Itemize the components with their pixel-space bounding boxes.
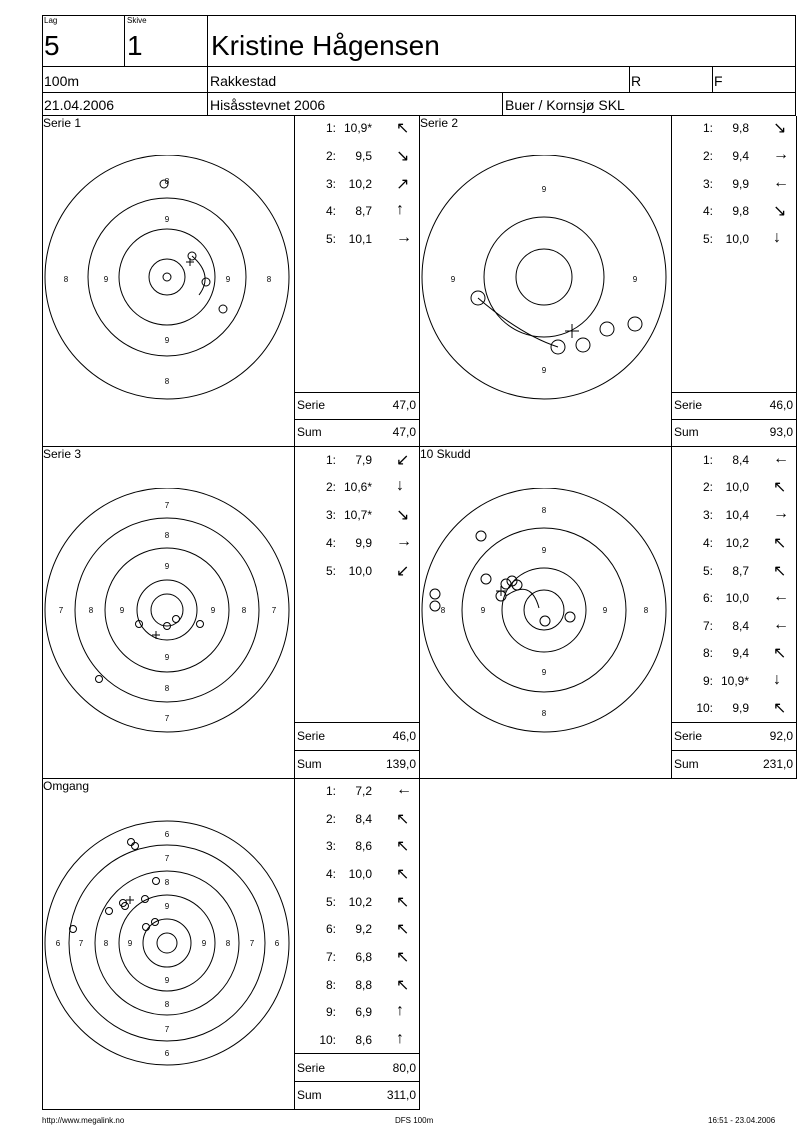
ring-label: 7 [164,714,170,723]
shooter-name: Kristine Hågensen [211,30,440,61]
shot-hole [628,317,642,331]
ring-label: 9 [164,336,170,345]
ring-label: 9 [164,902,170,911]
ring-label: 9 [164,653,170,662]
sum-label: Sum [297,757,322,771]
ring-label: 9 [602,606,608,615]
shot-hole [128,839,135,846]
panel-title-serie-3: Serie 3 [43,447,82,461]
panel-title-10-skudd: 10 Skudd [420,447,471,461]
shot-row: 4: 10,0 ↖ [325,866,410,883]
panel-title-omgang: Omgang [43,779,90,793]
shot-hole [173,616,180,623]
sum-label: Sum [674,757,699,771]
mean-cross [186,258,194,266]
ring-label: 9 [164,215,170,224]
ring-label: 8 [164,878,170,887]
arrow-icon: ↙ [396,563,410,580]
shot-row: 7: 8,4 ← [702,616,789,633]
shot-row: 5: 10,2 ↖ [325,894,410,911]
shot-row: 7: 6,8 ↖ [325,949,410,966]
shot-hole [540,616,550,626]
arrow-icon: ↖ [396,894,410,911]
shot-row: 4: 9,9 → [325,533,412,550]
shot-row: 5: 10,0 ↓ [702,229,781,246]
ring-label: 8 [164,177,170,186]
footer-program: DFS 100m [395,1116,434,1125]
ring-label: 7 [78,939,84,948]
r-label: R [631,73,642,89]
arrow-icon: → [773,505,789,522]
shot-row: 3: 10,2 ↗ [325,176,410,193]
shot-hole [70,926,77,933]
shot-hole [481,574,491,584]
shot-row: 9: 6,9 ↑ [325,1002,404,1019]
ring-label: 9 [201,939,207,948]
arrow-icon: ↘ [773,203,787,220]
serie-label: Serie [674,398,703,412]
ring-label: 9 [210,606,216,615]
lag-label: Lag [44,16,58,25]
sum-label: Sum [674,425,699,439]
shot-row: 4: 10,2 ↖ [702,535,787,552]
panel-title-serie-1: Serie 1 [43,116,82,130]
arrow-icon: ↘ [396,507,410,524]
ring-label: 7 [164,854,170,863]
serie-label: Serie [674,729,703,743]
shot-row: 2: 10,6* ↓ [325,477,404,494]
sum-total: 139,0 [385,757,416,771]
arrow-icon: ↖ [773,479,787,496]
mean-cross [565,324,579,338]
sum-label: Sum [297,1088,322,1102]
target-serie-3 [44,488,292,738]
ring-label: 6 [164,830,170,839]
ring-label: 9 [632,275,638,284]
shot-row: 3: 10,4 → [702,505,789,522]
sum-total: 93,0 [769,425,793,439]
ring-label: 9 [164,562,170,571]
shot-row: 1: 8,4 ← [702,450,789,467]
arrow-icon: ↗ [396,176,410,193]
ring-label: 8 [440,606,446,615]
shot-row: 8: 8,8 ↖ [325,977,410,994]
ring-label: 9 [541,366,547,375]
shot-hole [197,621,204,628]
shot-hole [476,531,486,541]
arrow-icon: ↖ [396,120,410,137]
arrow-icon: ← [773,174,789,191]
f-label: F [714,73,723,89]
serie-total: 80,0 [392,1061,416,1075]
serie-total: 92,0 [769,729,793,743]
ring-label: 8 [541,506,547,515]
shot-row: 3: 8,6 ↖ [325,838,410,855]
lag-value: 5 [44,30,60,61]
arrow-icon: → [773,146,789,163]
ring-label: 8 [164,1000,170,1009]
shot-row: 5: 8,7 ↖ [702,563,787,580]
shot-row: 2: 9,5 ↘ [325,148,410,165]
shot-row: 6: 10,0 ← [702,588,789,605]
shot-row: 5: 10,0 ↙ [325,563,410,580]
footer-url: http://www.megalink.no [42,1116,125,1125]
sum-label: Sum [297,425,322,439]
arrow-icon: ↖ [773,563,787,580]
shot-hole [132,843,139,850]
shot-row: 4: 8,7 ↑ [325,201,404,218]
shot-row: 4: 9,8 ↘ [702,203,787,220]
ring-label: 6 [274,939,280,948]
ring-label: 8 [164,377,170,386]
shot-hole [501,579,511,589]
sum-total: 231,0 [762,757,793,771]
event-name: Hisåsstevnet 2006 [210,97,326,113]
shot-hole [96,676,103,683]
arrow-icon: ↖ [396,921,410,938]
ring-label: 8 [643,606,649,615]
shot-hole [565,612,575,622]
ring-label: 9 [541,668,547,677]
ring-label: 9 [103,275,109,284]
serie-total: 46,0 [392,729,416,743]
serie-label: Serie [297,398,326,412]
date: 21.04.2006 [44,97,115,113]
shot-hole [430,601,440,611]
arrow-icon: ↖ [773,645,787,662]
arrow-icon: → [396,533,412,550]
arrow-icon: ↘ [773,120,787,137]
arrow-icon: ↖ [396,838,410,855]
arrow-icon: ↙ [396,452,410,469]
shot-row: 1: 7,9 ↙ [325,452,410,469]
ring-label: 8 [164,531,170,540]
ring-label: 9 [541,546,547,555]
ring-label: 7 [271,606,277,615]
shot-hole [106,908,113,915]
arrow-icon: ↖ [773,700,787,717]
arrow-icon: ↖ [396,866,410,883]
target-serie-2 [421,155,669,405]
skive-value: 1 [127,30,143,61]
distance: 100m [44,73,80,89]
ring-label: 8 [88,606,94,615]
shot-hole [576,338,590,352]
arrow-icon: ← [773,588,789,605]
arrow-icon: ↑ [396,201,404,218]
ring-label: 7 [58,606,64,615]
ring-label: 7 [164,501,170,510]
ring-label: 8 [164,684,170,693]
arrow-icon: ↖ [396,949,410,966]
ring-label: 8 [225,939,231,948]
ring-label: 9 [450,275,456,284]
shot-row: 3: 9,9 ← [702,174,789,191]
shot-row: 10: 8,6 ↑ [319,1030,404,1047]
arrow-icon: ↘ [396,148,410,165]
arrow-icon: ← [773,450,789,467]
shot-hole [219,305,227,313]
shot-row: 2: 9,4 → [702,146,789,163]
shot-row: 3: 10,7* ↘ [325,507,410,524]
ring-label: 8 [266,275,272,284]
ring-label: 9 [164,976,170,985]
arrow-icon: ↖ [396,977,410,994]
panel-title-serie-2: Serie 2 [420,116,459,130]
target-serie-1 [44,155,292,405]
shot-hole [163,273,171,281]
shot-row: 1: 7,2 ← [325,781,412,798]
ring-label: 7 [249,939,255,948]
ring-label: 8 [103,939,109,948]
shot-row: 5: 10,1 → [325,229,412,246]
serie-total: 46,0 [769,398,793,412]
ring-label: 7 [164,1025,170,1034]
skive-label: Skive [127,16,147,25]
shot-row: 8: 9,4 ↖ [702,645,787,662]
serie-label: Serie [297,1061,326,1075]
arrow-icon: ↓ [773,671,781,688]
ring-label: 6 [55,939,61,948]
shot-row: 9: 10,9* ↓ [702,671,781,688]
arrow-icon: ← [773,616,789,633]
shot-hole [202,278,210,286]
arrow-icon: ↖ [396,811,410,828]
shot-row: 6: 9,2 ↖ [325,921,410,938]
shot-hole [153,878,160,885]
ring-label: 6 [164,1049,170,1058]
serie-label: Serie [297,729,326,743]
sum-total: 311,0 [386,1088,416,1102]
ring-label: 9 [480,606,486,615]
ring-label: 8 [241,606,247,615]
arrow-icon: ↓ [773,229,781,246]
footer-timestamp: 16:51 - 23.04.2006 [708,1116,776,1125]
target-omgang [44,820,292,1070]
arrow-icon: ↓ [396,477,404,494]
shot-hole [600,322,614,336]
arrow-icon: ← [396,781,412,798]
shot-row: 2: 8,4 ↖ [325,811,410,828]
place: Rakkestad [210,73,277,89]
ring-label: 9 [541,185,547,194]
arrow-icon: → [396,229,412,246]
shot-row: 2: 10,0 ↖ [702,479,787,496]
arrow-icon: ↖ [773,535,787,552]
ring-label: 8 [541,709,547,718]
ring-label: 9 [127,939,133,948]
ring-label: 8 [63,275,69,284]
target-10-skudd [421,488,669,738]
ring-label: 9 [225,275,231,284]
serie-total: 47,0 [392,398,416,412]
sum-total: 47,0 [392,425,416,439]
shot-row: 1: 9,8 ↘ [702,120,787,137]
arrow-icon: ↑ [396,1030,404,1047]
mean-cross [152,631,160,639]
ring-label: 9 [119,606,125,615]
series-trace [506,589,539,608]
arrow-icon: ↑ [396,1002,404,1019]
shot-row: 10: 9,9 ↖ [696,700,787,717]
shot-hole [430,589,440,599]
club-name: Buer / Kornsjø SKL [505,97,625,113]
shot-row: 1: 10,9* ↖ [325,120,410,137]
